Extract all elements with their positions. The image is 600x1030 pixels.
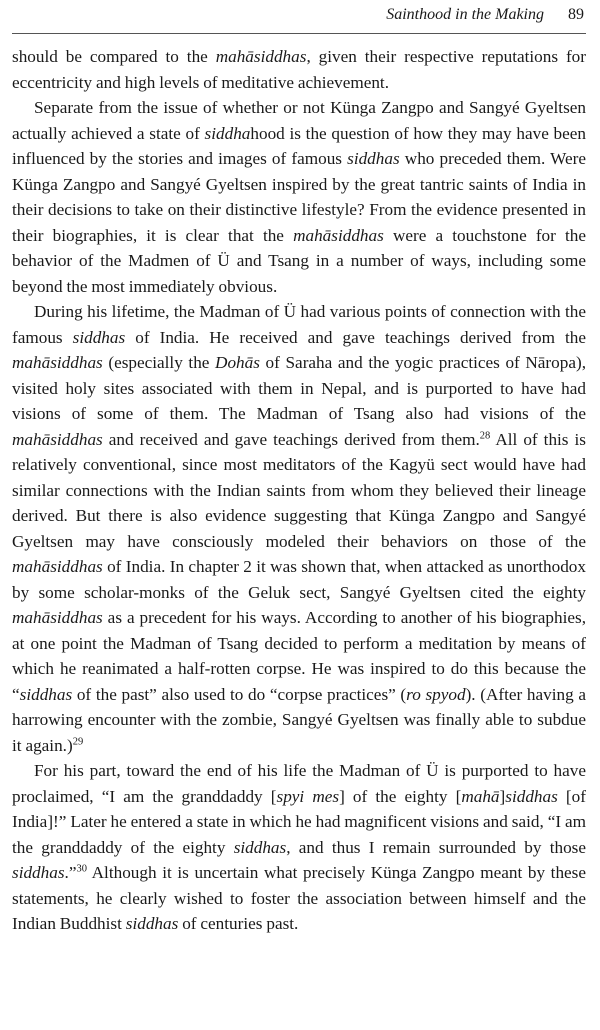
text-run: (especially the [102, 353, 216, 372]
italic-term: mahāsiddhas [215, 47, 307, 66]
italic-term: siddhas [19, 684, 73, 704]
italic-term: mahāsiddhas [12, 353, 103, 372]
header-divider [12, 33, 586, 34]
text-run: of India. He received and gave teachings derived from the [125, 327, 586, 347]
text-run: ] of the eighty [ [339, 786, 462, 806]
italic-term: mahā [461, 786, 500, 806]
page-number: 89 [568, 6, 584, 23]
text-run: During his lifetime, the Madman of Ü had various points of connection with the famous [12, 302, 586, 347]
italic-term: mahāsiddhas [12, 608, 103, 627]
text-run: [of India]!” Later he entered a state in which he had magnificent visions and said, “I am the granddaddy of the eighty [12, 786, 586, 857]
text-run: hood is the question of how they may have been influenced by the stories and images of famous [12, 123, 586, 168]
paragraph [12, 95, 586, 299]
italic-term: spyi mes [276, 786, 340, 806]
italic-term: Dohās [215, 353, 260, 372]
footnote-marker: 28 [479, 429, 491, 441]
italic-term: siddha [204, 123, 251, 143]
italic-term: siddhas [72, 327, 126, 347]
text-run: should be compared to the [12, 47, 216, 66]
text-run: All of this is relatively conventional, since most meditators of the Kagyü sect would have had similar connections with the Indian saints from whom they believed their lineage derived. But there is also evidence suggesting that Künga Zangpo and Sangyé Gyeltsen may have consciously modeled their behaviors on those of the [12, 429, 586, 551]
text-run: , given their respective reputations for eccentricity and high levels of meditative achievement. [12, 47, 586, 92]
running-title: Sainthood in the Making [386, 6, 544, 23]
text-run: who preceded them. Were Künga Zangpo and Sangyé Gyeltsen inspired by the great tantric saints of India in their decisions to take on their distinctive lifestyle? From the evidence presented in their biographies, it is clear that the [12, 149, 587, 245]
italic-term: siddhas [12, 863, 65, 882]
italic-term: siddhas [125, 914, 179, 933]
italic-term: siddhas [233, 837, 287, 857]
text-run: of India. In chapter 2 it was shown that, when attacked as unorthodox by some scholar-monks of the Geluk sect, Sangyé Gyeltsen cited the eighty [12, 557, 586, 602]
text-run: .” [64, 863, 77, 882]
italic-term: siddhas [347, 149, 400, 168]
body-text [12, 44, 586, 937]
italic-term: siddhas [505, 786, 558, 806]
text-run: of Saraha and the yogic practices of Nāropa), visited holy sites associated with them in Nepal, and is purported to have had visions of some of them. The Madman of Tsang also had visions of the [12, 353, 586, 423]
text-run: ] [499, 786, 506, 806]
text-run: and received and gave teachings derived from them. [102, 429, 480, 449]
paragraph [12, 44, 586, 95]
text-run: as a precedent for his ways. According to another of his biographies, at one point the Madman of Tsang decided to perform a meditation by means of which he reanimated a half-rotten corpse. He was inspired to do this because the “ [12, 608, 586, 704]
footnote-marker: 29 [72, 735, 84, 747]
italic-term: mahāsiddhas [293, 225, 384, 245]
text-run: of the past” also used to do “corpse practices” ( [72, 684, 407, 704]
running-header [0, 6, 584, 24]
italic-term: mahāsiddhas [12, 557, 103, 576]
text-run: of centuries past. [178, 914, 299, 933]
italic-term: mahāsiddhas [12, 429, 103, 449]
text-run: Separate from the issue of whether or not Künga Zangpo and Sangyé Gyeltsen actually achieved a state of [12, 98, 586, 143]
text-run: ). (After having a harrowing encounter with the zombie, Sangyé Gyeltsen was finally able to subdue it again.) [12, 684, 587, 755]
text-run: Although it is uncertain what precisely Künga Zangpo meant by these statements, he clearly wished to foster the association between himself and the Indian Buddhist [12, 863, 586, 933]
text-run: For his part, toward the end of his life the Madman of Ü is purported to have proclaimed, “I am the granddaddy [ [12, 761, 586, 806]
paragraph [12, 299, 586, 758]
text-run: , and thus I remain surrounded by those [286, 837, 586, 857]
italic-term: ro spyod [406, 684, 466, 704]
paragraph [12, 758, 586, 937]
text-run: were a touchstone for the behavior of the Madmen of Ü and Tsang in a number of ways, including some beyond the most immediately obvious. [12, 225, 586, 296]
footnote-marker: 30 [76, 863, 87, 875]
